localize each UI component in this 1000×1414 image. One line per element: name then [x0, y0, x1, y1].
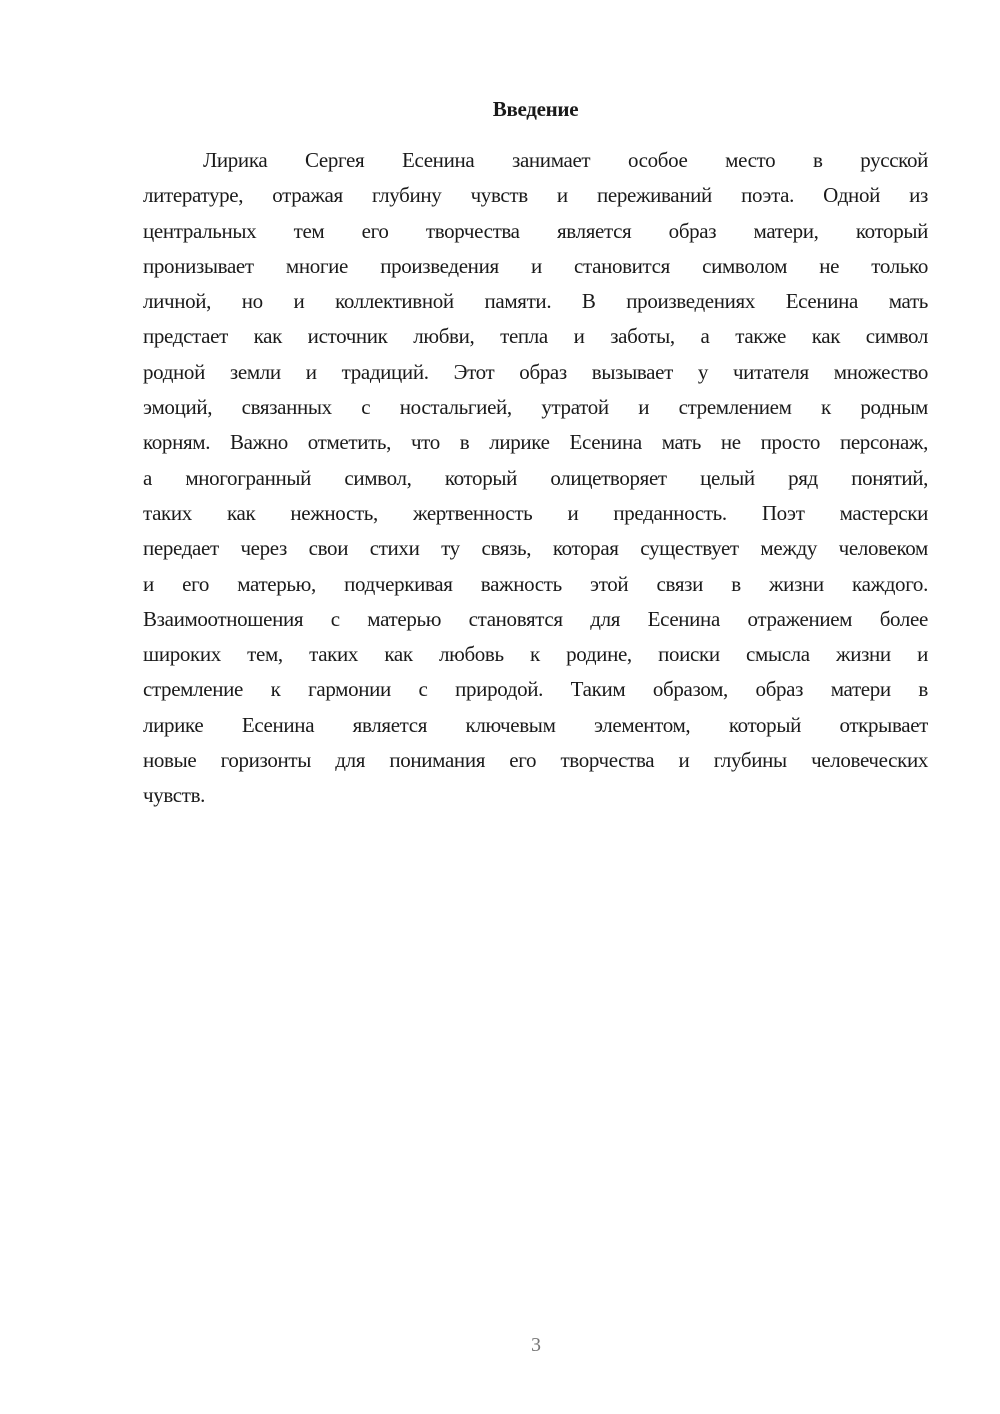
section-title: Введение — [492, 97, 579, 121]
paragraph-line: родной земли и традиций. Этот образ вызывает у читателя множество — [143, 359, 928, 384]
paragraph-line: эмоций, связанных с ностальгией, утратой и стремлением к родным — [143, 395, 928, 420]
paragraph-line: новые горизонты для понимания его творчества и глубины человеческих — [143, 748, 928, 773]
paragraph-line: литературе, отражая глубину чувств и переживаний поэта. Одной из — [143, 183, 928, 208]
page-number: 3 — [531, 1334, 541, 1356]
paragraph-line: Лирика Сергея Есенина занимает особое место в русской — [203, 148, 928, 172]
paragraph-line: передает через свои стихи ту связь, которая существует между человеком — [143, 536, 928, 561]
paragraph-line: а многогранный символ, который олицетворяет целый ряд понятий, — [143, 465, 928, 490]
paragraph-line: стремление к гармонии с природой. Таким образом, образ матери в — [143, 677, 928, 702]
paragraph-line: и его матерью, подчеркивая важность этой связи в жизни каждого. — [143, 571, 928, 596]
paragraph-line: лирике Есенина является ключевым элементом, который открывает — [143, 712, 928, 737]
paragraph-line: таких как нежность, жертвенность и преданность. Поэт мастерски — [143, 500, 928, 525]
paragraph-line: пронизывает многие произведения и становится символом не только — [143, 253, 928, 278]
paragraph-line: чувств. — [143, 783, 206, 808]
paragraph-line: широких тем, таких как любовь к родине, поиски смысла жизни и — [143, 642, 928, 667]
paragraph-line: Взаимоотношения с матерью становятся для Есенина отражением более — [143, 606, 928, 631]
paragraph-line: центральных тем его творчества является образ матери, который — [143, 218, 928, 243]
paragraph-line: корням. Важно отметить, что в лирике Есенина мать не просто персонаж, — [143, 430, 928, 455]
paragraph-line: предстает как источник любви, тепла и заботы, а также как символ — [143, 324, 928, 349]
introduction-paragraph — [143, 143, 928, 814]
paragraph-line: личной, но и коллективной памяти. В произведениях Есенина мать — [143, 289, 928, 314]
